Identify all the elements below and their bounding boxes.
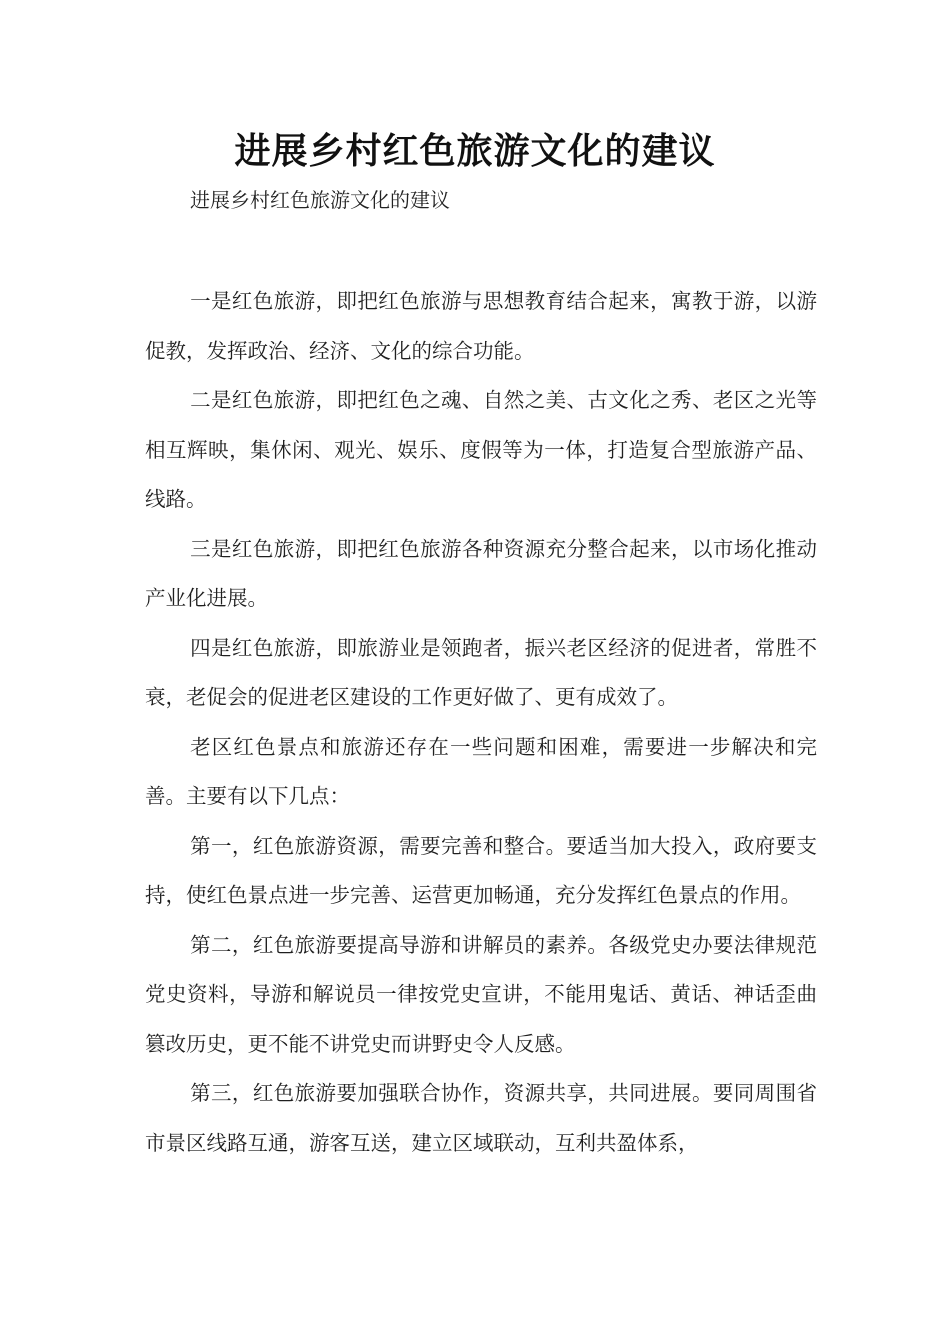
paragraph: 二是红色旅游，即把红色之魂、自然之美、古文化之秀、老区之光等相互辉映，集休闲、观光、娱乐、度假等为一体，打造复合型旅游产品、线路。 — [145, 388, 817, 511]
paragraph: 四是红色旅游，即旅游业是领跑者，振兴老区经济的促进者，常胜不衰，老促会的促进老区建设的工作更好做了、更有成效了。 — [145, 635, 817, 709]
document-title: 进展乡村红色旅游文化的建议 — [234, 131, 716, 172]
paragraph: 第一，红色旅游资源，需要完善和整合。要适当加大投入，政府要支持，使红色景点进一步完善、运营更加畅通，充分发挥红色景点的作用。 — [145, 833, 817, 907]
document-body — [145, 277, 817, 1168]
paragraph: 三是红色旅游，即把红色旅游各种资源充分整合起来，以市场化推动产业化进展。 — [145, 536, 817, 610]
paragraph: 第三，红色旅游要加强联合协作，资源共享，共同进展。要同周围省市景区线路互通，游客互送，建立区域联动，互利共盈体系， — [145, 1081, 817, 1155]
paragraph: 老区红色景点和旅游还存在一些问题和困难，需要进一步解决和完善。主要有以下几点： — [145, 734, 817, 808]
document-subtitle: 进展乡村红色旅游文化的建议 — [190, 188, 450, 212]
paragraph: 第二，红色旅游要提高导游和讲解员的素养。各级党史办要法律规范党史资料，导游和解说员一律按党史宣讲，不能用鬼话、黄话、神话歪曲篡改历史，更不能不讲党史而讲野史令人反感。 — [145, 932, 817, 1056]
paragraph: 一是红色旅游，即把红色旅游与思想教育结合起来，寓教于游，以游促教，发挥政治、经济、文化的综合功能。 — [145, 289, 817, 363]
